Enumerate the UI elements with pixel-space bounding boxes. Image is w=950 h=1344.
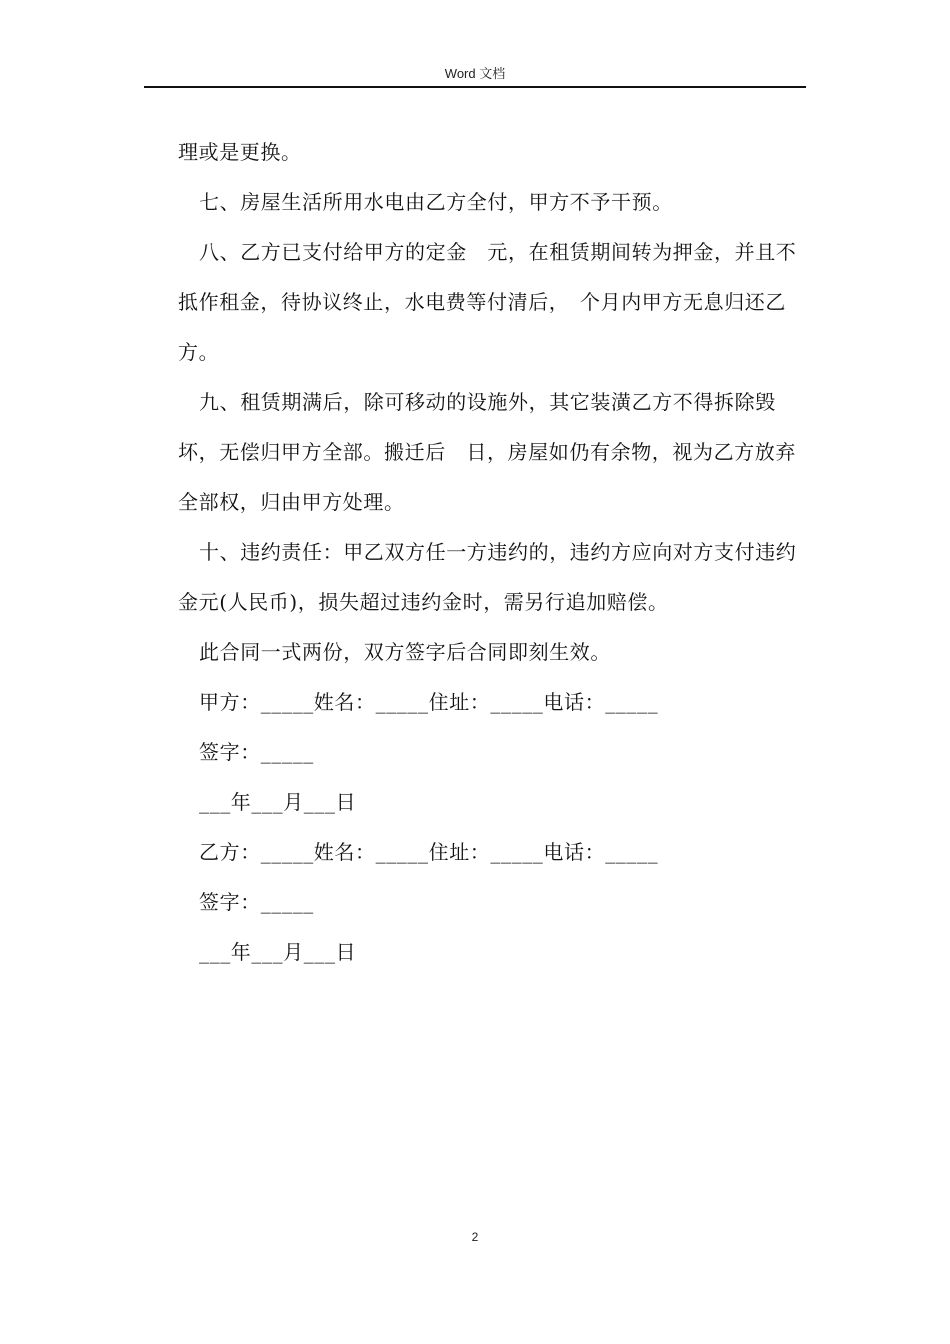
party-b-info: 乙方：_____姓名：_____住址：_____电话：_____: [199, 840, 659, 864]
party-a-date: ___年___月___日: [199, 790, 357, 814]
document-body: [178, 127, 808, 977]
party-b-signature: 签字：_____: [199, 890, 314, 914]
party-a-signature: 签字：_____: [199, 740, 314, 764]
paragraph-continuation: 理或是更换。: [178, 140, 302, 164]
header-divider: [144, 86, 806, 88]
effect-statement: 此合同一式两份，双方签字后合同即刻生效。: [199, 640, 611, 664]
party-b-date: ___年___月___日: [199, 940, 357, 964]
clause-8: 八、乙方已支付给甲方的定金 元，在租赁期间转为押金，并且不抵作租金，待协议终止，水电费等付清后， 个月内甲方无息归还乙方。: [178, 240, 797, 364]
clause-10: 十、违约责任：甲乙双方任一方违约的，违约方应向对方支付违约金元(人民币)，损失超过违约金时，需另行追加赔偿。: [178, 540, 797, 614]
party-a-info: 甲方：_____姓名：_____住址：_____电话：_____: [199, 690, 659, 714]
clause-9: 九、租赁期满后，除可移动的设施外，其它装潢乙方不得拆除毁坏，无偿归甲方全部。搬迁后 日，房屋如仍有余物，视为乙方放弃全部权，归由甲方处理。: [178, 390, 796, 514]
page-header: Word 文档: [444, 66, 506, 81]
clause-7: 七、房屋生活所用水电由乙方全付，甲方不予干预。: [199, 190, 673, 214]
page-number: 2: [471, 1230, 479, 1244]
